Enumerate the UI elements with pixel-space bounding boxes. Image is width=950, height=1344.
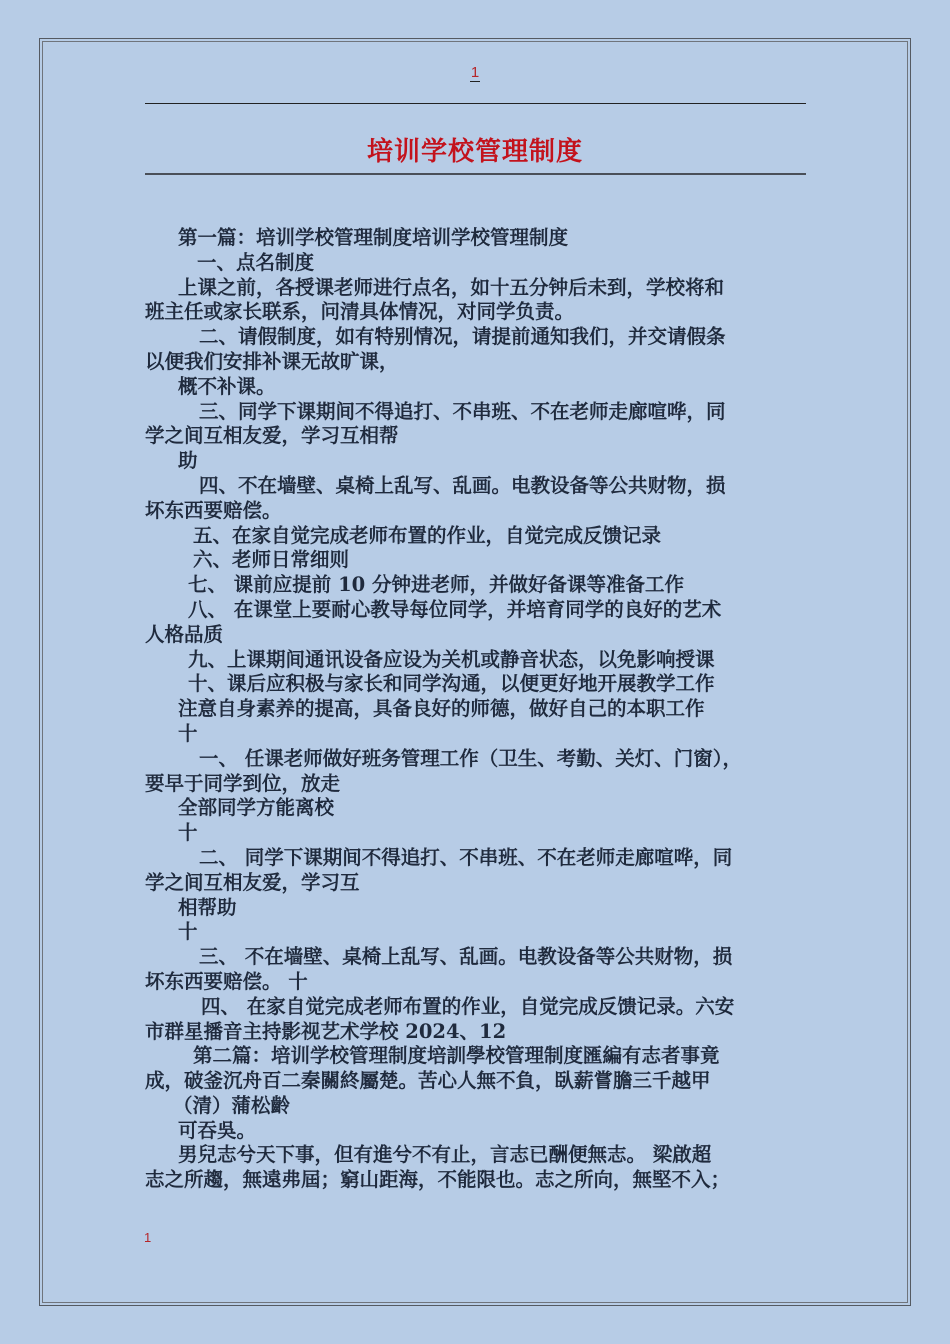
body-line: 二、请假制度，如有特别情况，请提前通知我们，并交请假条 [199,325,726,349]
body-line: 九、上课期间通讯设备应设为关机或静音状态，以免影响授课 [188,647,715,671]
header-rule [145,103,806,104]
body-line: 坏东西要赔偿。 十 [145,969,308,993]
body-line: 可吞吳。 [178,1118,257,1142]
body-line: 十 [178,821,198,845]
body-line: 志之所趨，無遠弗屆；窮山距海，不能限也。志之所向，無堅不入； [145,1168,731,1192]
body-line: 学之间互相友爱，学习互相帮 [145,424,399,448]
body-line: 成，破釜沉舟百二秦關終屬楚。苦心人無不負，臥薪嘗膽三千越甲 [145,1069,711,1093]
body-line: 一、点名制度 [197,250,315,274]
footer-page-number: 1 [144,1230,152,1245]
document-body [145,226,810,1193]
body-line: 助 [178,449,198,473]
body-line: 上课之前，各授课老师进行点名，如十五分钟后未到，学校将和 [178,275,725,299]
body-line: 十 [178,920,198,944]
title-rule [145,173,806,175]
body-line: 十、课后应积极与家长和同学沟通，以便更好地开展教学工作 [188,672,715,696]
body-line: 八、 在课堂上要耐心教导每位同学，并培育同学的良好的艺术 [188,597,722,621]
header-page-number: 1 [470,64,480,81]
body-line: 第二篇：培训学校管理制度培訓學校管理制度匯編有志者事竟 [193,1044,720,1068]
body-line: （清）蒲松齡 [173,1093,291,1117]
body-line: 三、 不在墙壁、桌椅上乱写、乱画。电教设备等公共财物，损 [199,945,733,969]
body-line: 一、 任课老师做好班务管理工作（卫生、考勤、关灯、门窗）， [199,746,743,770]
body-line: 四、 在家自觉完成老师布置的作业，自觉完成反馈记录。六安 [201,994,735,1018]
body-line: 相帮助 [178,895,237,919]
body-line: 七、 课前应提前 10 分钟进老师，并做好备课等准备工作 [188,573,685,597]
body-line: 第一篇：培训学校管理制度培训学校管理制度 [178,226,569,249]
body-line: 四、不在墙壁、桌椅上乱写、乱画。电教设备等公共财物，损 [199,473,726,497]
body-line: 男兒志兮天下事，但有進兮不有止，言志已酬便無志。 梁啟超 [178,1143,712,1167]
body-line: 市群星播音主持影视艺术学校 2024、12 [145,1019,507,1043]
body-line: 班主任或家长联系，问清具体情况，对同学负责。 [145,300,575,324]
body-line: 六、老师日常细则 [193,548,350,572]
body-line: 注意自身素养的提高，具备良好的师德，做好自己的本职工作 [178,697,705,721]
body-line: 二、 同学下课期间不得追打、不串班、不在老师走廊喧哗，同 [199,845,733,869]
body-line: 学之间互相友爱，学习互 [145,870,360,894]
document-title: 培训学校管理制度 [366,137,583,167]
body-line: 坏东西要赔偿。 [145,498,282,522]
body-line: 要早于同学到位，放走 [145,771,341,795]
body-line: 五、在家自觉完成老师布置的作业，自觉完成反馈记录 [193,523,662,547]
body-line: 全部同学方能离校 [178,796,335,820]
body-line: 人格品质 [145,622,224,646]
body-line: 以便我们安排补课无故旷课， [145,349,399,373]
body-line: 十 [178,721,198,745]
body-line: 概不补课。 [178,374,276,398]
body-line: 三、同学下课期间不得追打、不串班、不在老师走廊喧哗，同 [199,399,726,423]
